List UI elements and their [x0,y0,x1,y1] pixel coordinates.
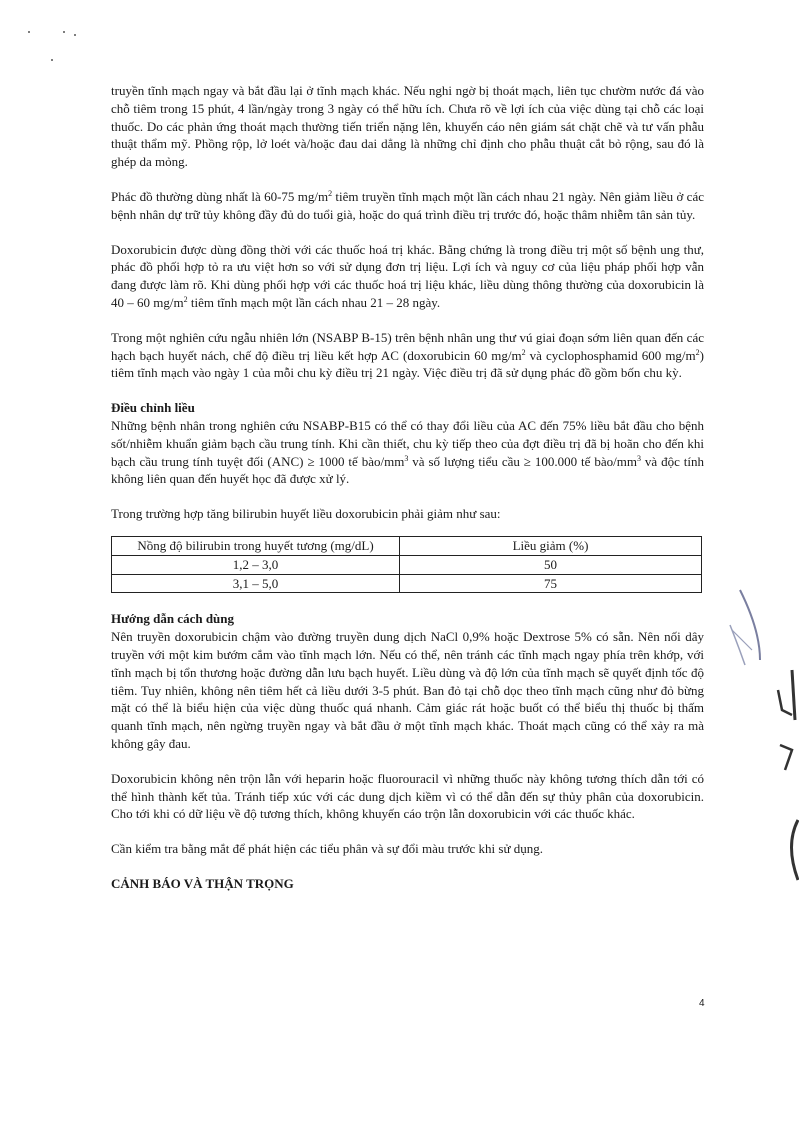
scan-mark [74,34,76,36]
table-row [112,574,702,593]
paragraph-combination: Doxorubicin được dùng đồng thời với các thuốc hoá trị khác. Bằng chứng là trong điều trị một số bệnh ung thư, phác đồ phối hợp tỏ ra ưu việt hơn so với sử dụng đơn trị liệu. Lợi ích và nguy cơ của liệu pháp phối hợp vẫn đang được làm rõ. Khi dùng phối hợp với các thuốc hoá trị liệu khác, liều dùng thông thường của doxorubicin là 40 – 60 $mg/m^2$ tiêm tĩnh mạch một lần cách nhau 21 – 28 ngày. [111,241,704,310]
table-cell: 75 [400,574,702,593]
paragraph-inspection: Cần kiểm tra bằng mắt để phát hiện các tiểu phân và sự đổi màu trước khi sử dụng. [111,841,543,857]
bilirubin-table [111,536,702,593]
paragraph-extravasation: truyền tĩnh mạch ngay và bắt đầu lại ở tĩnh mạch khác. Nếu nghi ngờ bị thoát mạch, liên tục chườm nước đá vào chỗ tiêm trong 15 phút, 4 lần/ngày trong 3 ngày có thể hữu ích. Chưa rõ về lợi ích của việc dùng tại chỗ các loại thuốc. Do các phản ứng thoát mạch thường tiến triển nặng lên, khuyến cáo nên giám sát chặt chẽ và tư vấn phẫu thuật thẩm mỹ. Phồng rộp, lở loét và/hoặc đau dai dẳng là những chỉ định cho phẫu thuật cắt bỏ rộng, sau đó là ghép da mỏng. [111,83,704,170]
document-body [111,82,704,893]
table-row [112,555,702,574]
heading-warnings: CẢNH BÁO VÀ THẬN TRỌNG [111,875,294,891]
heading-usage: Hướng dẫn cách dùng [111,611,235,627]
table-cell: 50 [400,555,702,574]
table-header-cell: Nồng độ bilirubin trong huyết tương (mg/dL) [112,536,400,555]
table-header-row [112,536,702,555]
paragraph-bilirubin-intro: Trong trường hợp tăng bilirubin huyết liều doxorubicin phải giảm như sau: [111,506,501,522]
scan-mark [63,31,65,33]
table-cell: 1,2 – 3,0 [112,555,400,574]
scan-mark [51,59,53,61]
paragraph-nsabp: Trong một nghiên cứu ngẫu nhiên lớn (NSABP B-15) trên bệnh nhân ung thư vú giai đoạn sớm liên quan đến các hạch bạch huyết nách, chế độ điều trị liều kết hợp AC (doxorubicin 60 $mg/m^2$ và cyclophosphamid 600 $mg/m^2$) tiêm tĩnh mạch vào ngày 1 của mỗi chu kỳ điều trị 21 ngày. Việc điều trị đã sử dụng phác đồ gồm bốn chu kỳ. [111,329,704,381]
heading-dose-adjustment: Điều chỉnh liều [111,400,195,416]
stamp-mark-icon [700,570,799,910]
paragraph-compatibility: Doxorubicin không nên trộn lẫn với heparin hoặc fluorouracil vì những thuốc này không tương thích dẫn tới có thể hình thành kết tủa. Tránh tiếp xúc với các dung dịch kiềm vì có thể dẫn đến sự thủy phân của doxorubicin. Cho tới khi có dữ liệu về độ tương thích, không khuyến cáo trộn lẫn doxorubicin với các thuốc khác. [111,770,704,822]
scan-mark [28,31,30,33]
paragraph-dose-adjustment: Những bệnh nhân trong nghiên cứu NSABP-B15 có thể có thay đổi liều của AC đến 75% liều bắt đầu cho bệnh sốt/nhiễm khuẩn giảm bạch cầu trung tính. Khi cần thiết, chu kỳ tiếp theo của đợt điều trị đã bị hoãn cho đến khi bạch cầu trung tính tuyệt đối (ANC) ≥ 1000 tế bào/$mm^3$ và số lượng tiểu cầu ≥ 100.000 tế bào/$mm^3$ và độc tính không liên quan đến huyết học đã được xử lý. [111,417,704,487]
table-header-cell: Liều giảm (%) [400,536,702,555]
page-number: 4 [699,998,705,1009]
paragraph-regimen: Phác đồ thường dùng nhất là 60-75 $mg/m^2$ tiêm truyền tĩnh mạch một lần cách nhau 21 ngày. Nên giảm liều ở các bệnh nhân dự trữ tủy không đầy đủ do tuổi già, hoặc do quá trình điều trị trước đó, hoặc thâm nhiễm tân sản tủy. [111,188,704,222]
table-cell: 3,1 – 5,0 [112,574,400,593]
paragraph-usage: Nên truyền doxorubicin chậm vào đường truyền dung dịch NaCl 0,9% hoặc Dextrose 5% có sẵn. Nên nối dây truyền với một kim bướm cắm vào tĩnh mạch lớn. Nếu có thể, nên tránh các tĩnh mạch ngay phía trên khớp, với tĩnh mạch bị tổn thương hoặc đường dẫn lưu bạch huyết. Liều dùng và độ lớn của tĩnh mạch sẽ quyết định tốc độ tiêm. Tuy nhiên, không nên tiêm hết cả liều dưới 3-5 phút. Ban đỏ tại chỗ dọc theo tĩnh mạch cũng như đỏ bừng mặt có thể là biểu hiện của việc dùng thuốc quá nhanh. Cảm giác rát hoặc buốt có thể biểu thị thuốc bị thấm quanh tĩnh mạch, nên ngừng truyền ngay và bắt đầu ở một tĩnh mạch khác. Thoát mạch cũng có thể xảy ra mà không gây đau. [111,629,704,751]
